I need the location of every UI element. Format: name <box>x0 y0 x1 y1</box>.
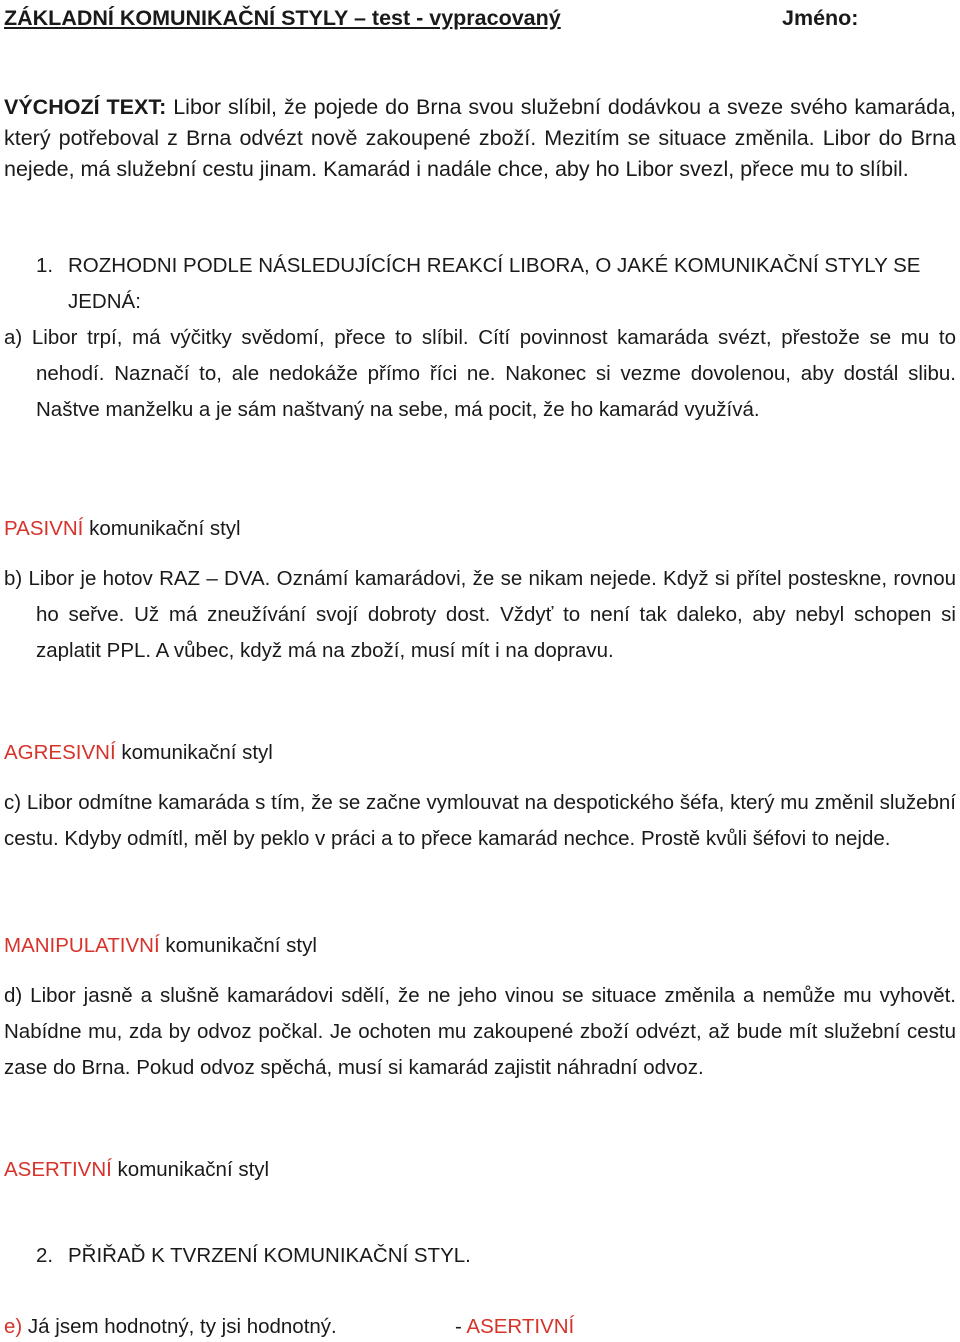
answer-e-statement: Já jsem hodnotný, ty jsi hodnotný. <box>22 1315 337 1338</box>
answer-e-letter: e) <box>4 1315 23 1338</box>
page-title: ZÁKLADNÍ KOMUNIKAČNÍ STYLY – test - vypracovaný <box>4 6 561 30</box>
intro-body: Libor slíbil, že pojede do Brna svou služební dodávkou a sveze svého kamaráda, který potřeboval z Brna odvézt nově zakoupené zboží. Mezitím se situace změnila. Libor do Brna nejede, má služební cestu jinam. Kamarád i nadále chce, aby ho Libor svezl, přece mu to slíbil. <box>4 95 957 181</box>
style-suffix-c: komunikační styl <box>159 934 317 957</box>
intro-lead: VÝCHOZÍ TEXT: <box>4 95 167 119</box>
style-suffix-d: komunikační styl <box>111 1158 270 1181</box>
question-1 <box>36 248 956 320</box>
style-name-c: MANIPULATIVNÍ <box>4 934 160 957</box>
style-label-d <box>4 1155 269 1185</box>
style-name-a: PASIVNÍ <box>4 517 84 540</box>
answer-e-dash: - <box>455 1315 467 1338</box>
style-name-d: ASERTIVNÍ <box>4 1158 112 1181</box>
question-2-text: PŘIŘAĎ K TVRZENÍ KOMUNIKAČNÍ STYL. <box>68 1244 471 1267</box>
reaction-b: b) Libor je hotov RAZ – DVA. Oznámí kamarádovi, že se nikam nejede. Když si přítel posteskne, rovnou ho seřve. Už má zneužívání svojí dobroty dost. Vždyť to není tak daleko, aby nebyl schopen si zaplatit PPL. A vůbec, když má na zboží, musí mít i na dopravu. <box>4 567 956 662</box>
style-name-b: AGRESIVNÍ <box>4 741 116 764</box>
question-2-number: 2. <box>36 1244 54 1267</box>
style-suffix-b: komunikační styl <box>115 741 273 764</box>
answer-e <box>4 1312 575 1342</box>
reaction-c: c) Libor odmítne kamaráda s tím, že se začne vymlouvat na despotického šéfa, který mu změnil služební cestu. Kdyby odmítl, měl by peklo v práci a to přece kamarád nechce. Prostě kvůli šéfovi to nejde. <box>4 791 956 850</box>
style-label-c <box>4 931 317 961</box>
style-label-a <box>4 514 241 544</box>
answer-e-result <box>455 1312 574 1342</box>
intro-paragraph <box>4 92 956 185</box>
style-suffix-a: komunikační styl <box>83 517 241 540</box>
name-label: Jméno: <box>782 6 859 30</box>
answer-e-style: ASERTIVNÍ <box>466 1315 575 1338</box>
question-2 <box>36 1238 956 1274</box>
question-1-text: ROZHODNI PODLE NÁSLEDUJÍCÍCH REAKCÍ LIBORA, O JAKÉ KOMUNIKAČNÍ STYLY SE JEDNÁ: <box>68 254 921 313</box>
question-1-number: 1. <box>36 254 54 277</box>
reaction-a: a) Libor trpí, má výčitky svědomí, přece to slíbil. Cítí povinnost kamaráda svézt, přestože se mu to nehodí. Naznačí to, ale nedokáže přímo říci ne. Nakonec si vezme dovolenou, aby dostál slibu. Naštve manželku a je sám naštvaný na sebe, má pocit, že ho kamarád využívá. <box>4 326 956 421</box>
reaction-d: d) Libor jasně a slušně kamarádovi sdělí, že ne jeho vinou se situace změnila a nemůže mu vyhovět. Nabídne mu, zda by odvoz počkal. Je ochoten mu zakoupené zboží odvézt, až bude mít služební cestu zase do Brna. Pokud odvoz spěchá, musí si kamarád zajistit náhradní odvoz. <box>4 984 956 1079</box>
page-header <box>4 3 956 33</box>
style-label-b <box>4 738 273 768</box>
